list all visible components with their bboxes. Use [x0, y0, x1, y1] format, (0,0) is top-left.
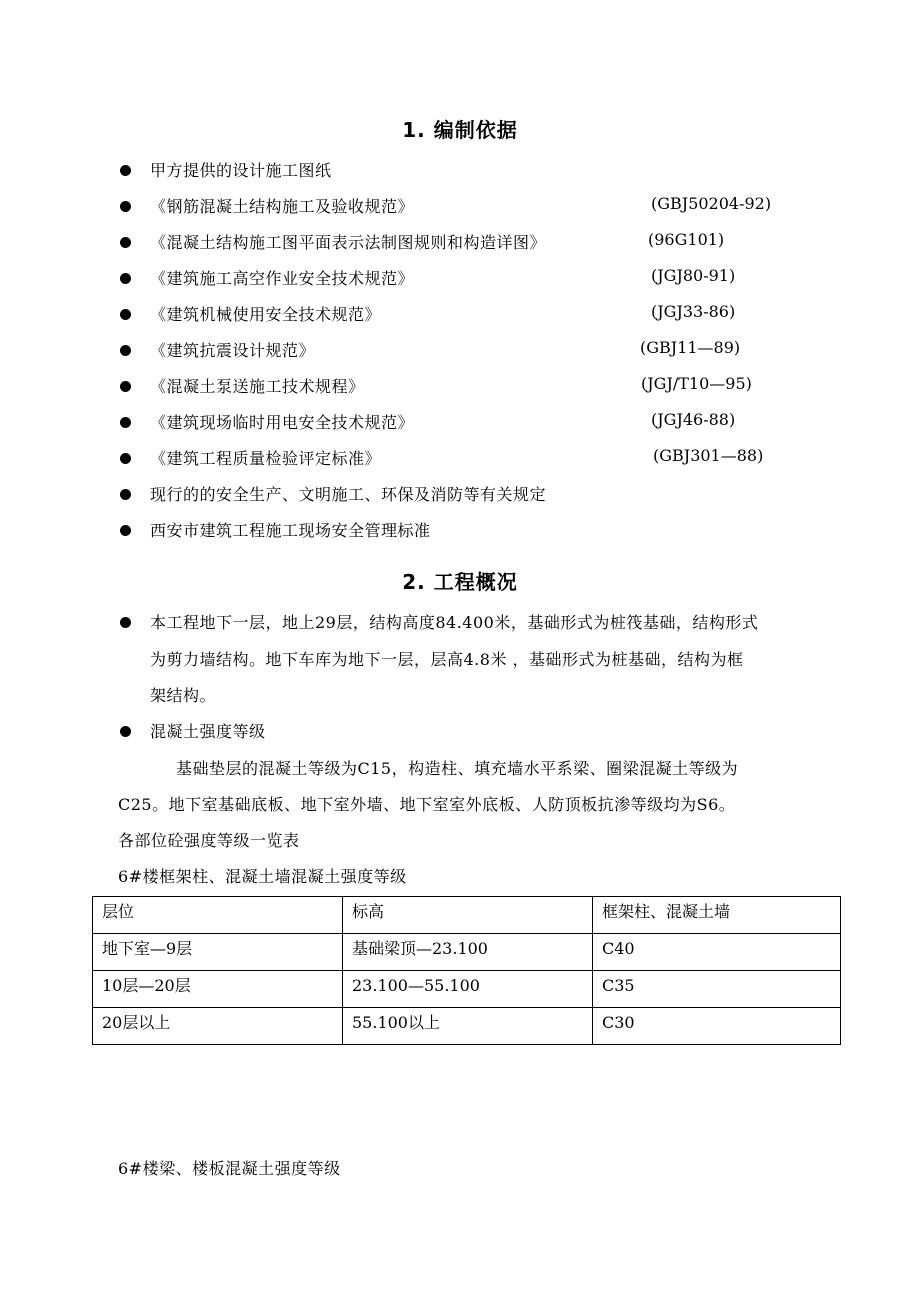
list-item-code: (JGJ46-88) — [651, 410, 736, 429]
list-item-code: (JGJ33-86) — [651, 302, 736, 321]
bullet-icon — [120, 726, 131, 737]
bullet-icon — [120, 417, 131, 428]
list-item-text: 甲方提供的设计施工图纸 — [150, 161, 332, 180]
overview-line: 架结构。 — [150, 686, 217, 705]
list-item-text: 《建筑机械使用安全技术规范》 — [150, 305, 382, 324]
bullet-icon — [120, 381, 131, 392]
table-row — [93, 1008, 841, 1045]
list-item-text: 《建筑施工高空作业安全技术规范》 — [150, 269, 415, 288]
list-item — [0, 158, 920, 186]
list-item — [0, 338, 920, 366]
list-item — [0, 302, 920, 330]
bullet-icon — [120, 201, 131, 212]
strength-table — [92, 896, 841, 1045]
table-cell: 55.100以上 — [343, 1008, 593, 1045]
bullet-icon — [120, 345, 131, 356]
overview-line: 为剪力墙结构。地下车库为地下一层，层高4.8米 ，基础形式为桩基础，结构为框 — [150, 650, 744, 669]
list-item-code: (JGJ/T10—95) — [641, 374, 752, 393]
strength-item — [0, 719, 920, 747]
strength-paragraph-line: 基础垫层的混凝土等级为C15，构造柱、填充墙水平系梁、圈梁混凝土等级为 — [176, 759, 739, 778]
table-cell: 地下室—9层 — [93, 934, 343, 971]
table1-caption: 6#楼框架柱、混凝土墙混凝土强度等级 — [118, 867, 407, 886]
bullet-icon — [120, 617, 131, 628]
section1-title: 1. 编制依据 — [402, 118, 518, 142]
list-item-text: 现行的的安全生产、文明施工、环保及消防等有关规定 — [150, 485, 547, 504]
bullet-icon — [120, 237, 131, 248]
section2-title: 2. 工程概况 — [402, 570, 518, 594]
table-cell: 基础梁顶—23.100 — [343, 934, 593, 971]
strength-paragraph-line: C25。地下室基础底板、地下室外墙、地下室室外底板、人防顶板抗渗等级均为S6。 — [118, 795, 736, 814]
list-item — [0, 518, 920, 546]
list-item — [0, 230, 920, 258]
table2-caption: 6#楼梁、楼板混凝土强度等级 — [118, 1159, 341, 1178]
table-row — [93, 971, 841, 1008]
list-item — [0, 374, 920, 402]
list-item-text: 《混凝土泵送施工技术规程》 — [150, 377, 365, 396]
table-header-cell: 层位 — [93, 897, 343, 934]
table-cell: 20层以上 — [93, 1008, 343, 1045]
bullet-icon — [120, 309, 131, 320]
bullet-icon — [120, 165, 131, 176]
list-item-code: (96G101) — [648, 230, 725, 249]
list-item — [0, 446, 920, 474]
table-cell: C35 — [593, 971, 841, 1008]
list-item — [0, 266, 920, 294]
list-item-text: 《混凝土结构施工图平面表示法制图规则和构造详图》 — [150, 233, 547, 252]
table-cell: C40 — [593, 934, 841, 971]
list-item-code: (GBJ301—88) — [653, 446, 764, 465]
list-item-text: 《建筑工程质量检验评定标准》 — [150, 449, 382, 468]
table-header-cell: 标高 — [343, 897, 593, 934]
list-item-text: 《建筑抗震设计规范》 — [150, 341, 316, 360]
overview-line: 本工程地下一层，地上29层，结构高度84.400米，基础形式为桩筏基础，结构形式 — [150, 613, 759, 632]
table-header-row — [93, 897, 841, 934]
list-item — [0, 410, 920, 438]
list-item — [0, 194, 920, 222]
list-item-text: 《建筑现场临时用电安全技术规范》 — [150, 413, 415, 432]
bullet-icon — [120, 273, 131, 284]
list-item-text: 西安市建筑工程施工现场安全管理标准 — [150, 521, 431, 540]
list-item-code: (GBJ50204-92) — [651, 194, 772, 213]
table-cell: C30 — [593, 1008, 841, 1045]
table-cell: 23.100—55.100 — [343, 971, 593, 1008]
list-item-code: (GBJ11—89) — [640, 338, 741, 357]
bullet-icon — [120, 489, 131, 500]
bullet-icon — [120, 453, 131, 464]
list-item-code: (JGJ80-91) — [651, 266, 736, 285]
table-cell: 10层—20层 — [93, 971, 343, 1008]
table-header-cell: 框架柱、混凝土墙 — [593, 897, 841, 934]
table-row — [93, 934, 841, 971]
table-list-title: 各部位砼强度等级一览表 — [118, 831, 300, 850]
list-item — [0, 482, 920, 510]
list-item-text: 《钢筋混凝土结构施工及验收规范》 — [150, 197, 415, 216]
strength-heading: 混凝土强度等级 — [150, 722, 266, 741]
bullet-icon — [120, 525, 131, 536]
